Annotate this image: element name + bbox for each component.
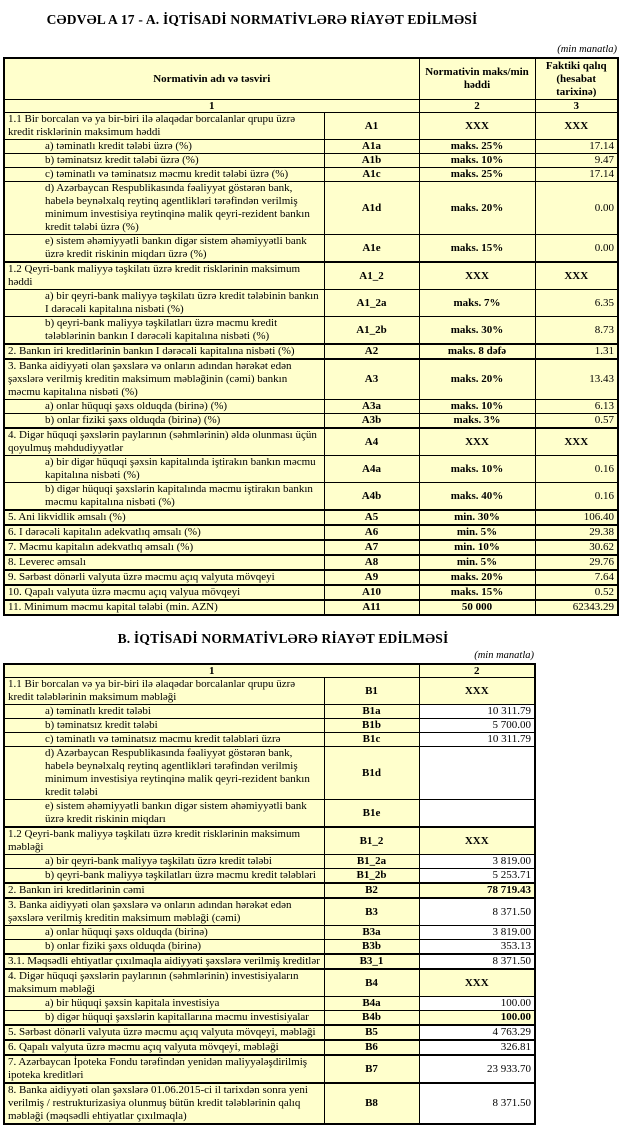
norm-name-cell: 2. Bankın iri kreditlərinin bankın I dərəcəli kapitalına nisbəti (%) <box>4 344 324 359</box>
table-row <box>4 869 535 884</box>
norm-name-cell: c) təminatlı və təminatsız məcmu kredit tələbi üzrə (%) <box>4 168 324 182</box>
norm-code-cell: A7 <box>324 540 419 555</box>
norm-actual-cell: 1.31 <box>535 344 618 359</box>
norm-actual-cell: 6.35 <box>535 290 618 317</box>
norm-limit-cell: maks. 20% <box>419 182 535 235</box>
table-row <box>4 969 535 997</box>
norm-limit-cell: min. 5% <box>419 555 535 570</box>
table-row <box>4 940 535 955</box>
norm-limit-cell: maks. 15% <box>419 235 535 263</box>
norm-code-cell: B4a <box>324 997 419 1011</box>
table-row <box>4 154 618 168</box>
document <box>0 12 620 1125</box>
table-row <box>4 600 618 615</box>
table-row <box>4 719 535 733</box>
norm-name-cell: 7. Azərbaycan İpoteka Fondu tərəfindən yenidən maliyyələşdirilmiş ipoteka kreditləri <box>4 1055 324 1083</box>
norm-limit-cell: maks. 25% <box>419 168 535 182</box>
norm-code-cell: B1e <box>324 800 419 828</box>
norm-name-cell: d) Azərbaycan Respublikasında fəaliyyət göstərən bank, habelə beynəlxalq reytinq agentlikləri tərəfindən verilmiş minimum investisiya reytinqinə malik qeyri-rezident bankın kredit tələbi üzrə (%) <box>4 182 324 235</box>
table-row <box>4 359 618 400</box>
norm-name-cell: 2. Bankın iri kreditlərinin cəmi <box>4 883 324 898</box>
norm-value-cell: 100.00 <box>419 997 535 1011</box>
norm-value-cell: 8 371.50 <box>419 954 535 969</box>
norm-name-cell: a) onlar hüquqi şəxs olduqda (birinə) <box>4 926 324 940</box>
norm-code-cell: B1c <box>324 733 419 747</box>
norm-name-cell: 7. Məcmu kapitalın adekvatlıq əmsalı (%) <box>4 540 324 555</box>
norm-value-cell <box>419 747 535 800</box>
norm-actual-cell: 7.64 <box>535 570 618 585</box>
norm-name-cell: b) təminatsız kredit tələbi <box>4 719 324 733</box>
norm-actual-cell: 0.57 <box>535 414 618 429</box>
norm-value-cell: 3 819.00 <box>419 855 535 869</box>
norm-actual-cell: 6.13 <box>535 400 618 414</box>
norm-value-cell: XXX <box>419 678 535 705</box>
norm-actual-cell: 9.47 <box>535 154 618 168</box>
norm-actual-cell: 0.00 <box>535 182 618 235</box>
norm-value-cell: 10 311.79 <box>419 705 535 719</box>
norm-code-cell: A1_2 <box>324 262 419 290</box>
table-row <box>4 747 535 800</box>
table-row <box>4 428 618 456</box>
table-row <box>4 678 535 705</box>
table-row <box>4 555 618 570</box>
norm-code-cell: B3_1 <box>324 954 419 969</box>
norm-value-cell: 10 311.79 <box>419 733 535 747</box>
norm-actual-cell: XXX <box>535 428 618 456</box>
column-number-3: 3 <box>535 100 618 113</box>
norm-code-cell: B1a <box>324 705 419 719</box>
norm-code-cell: A4b <box>324 483 419 511</box>
norm-actual-cell: 29.76 <box>535 555 618 570</box>
norm-limit-cell: maks. 7% <box>419 290 535 317</box>
norm-name-cell: a) bir qeyri-bank maliyyə təşkilatı üzrə kredit tələbi <box>4 855 324 869</box>
norm-name-cell: 6. I dərəcəli kapitalın adekvatlıq əmsalı (%) <box>4 525 324 540</box>
table-a-column-number-row <box>4 100 618 113</box>
norm-name-cell: 1.2 Qeyri-bank maliyyə təşkilatı üzrə kredit risklərinin maksimum həddi <box>4 262 324 290</box>
norm-actual-cell: 17.14 <box>535 168 618 182</box>
norm-name-cell: 5. Sərbəst dönərli valyuta üzrə məcmu açıq valyuta mövqeyi, məbləği <box>4 1025 324 1040</box>
norm-limit-cell: min. 5% <box>419 525 535 540</box>
norm-code-cell: A11 <box>324 600 419 615</box>
norm-code-cell: B2 <box>324 883 419 898</box>
norm-value-cell: XXX <box>419 827 535 855</box>
table-row <box>4 898 535 926</box>
norm-name-cell: d) Azərbaycan Respublikasında fəaliyyət göstərən bank, habelə beynəlxalq reytinq agentlikləri tərəfindən verilmiş minimum investisiya reytinqinə malik qeyri-rezident bankın kredit tələbi <box>4 747 324 800</box>
column-header-name: Normativin adı və təsviri <box>4 58 419 100</box>
norm-code-cell: A4 <box>324 428 419 456</box>
norm-name-cell: 8. Banka aidiyyəti olan şəxslərə 01.06.2015-ci il tarixdən sonra yeni verilmiş / restrukturizasiya olunmuş bütün kredit tələblərinin qalıq məbləği (məqsədli ehtiyatlar çıxılmaqla) <box>4 1083 324 1124</box>
norm-name-cell: a) bir hüquqi şəxsin kapitala investisiya <box>4 997 324 1011</box>
norm-code-cell: A3a <box>324 400 419 414</box>
norm-code-cell: B5 <box>324 1025 419 1040</box>
table-row <box>4 317 618 345</box>
norm-value-cell: 5 700.00 <box>419 719 535 733</box>
norm-name-cell: 4. Digər hüquqi şəxslərin paylarının (səhmlərinin) investisiyaların maksimum məbləği <box>4 969 324 997</box>
norm-value-cell <box>419 800 535 828</box>
norm-code-cell: B3b <box>324 940 419 955</box>
norm-name-cell: b) onlar fiziki şəxs olduqda (birinə) (%) <box>4 414 324 429</box>
table-row <box>4 140 618 154</box>
norm-actual-cell: 106.40 <box>535 510 618 525</box>
table-row <box>4 483 618 511</box>
norm-code-cell: B6 <box>324 1040 419 1055</box>
norm-limit-cell: maks. 30% <box>419 317 535 345</box>
norm-limit-cell: XXX <box>419 428 535 456</box>
table-row <box>4 414 618 429</box>
norm-value-cell: 326.81 <box>419 1040 535 1055</box>
norm-limit-cell: XXX <box>419 262 535 290</box>
norm-value-cell: 3 819.00 <box>419 926 535 940</box>
norm-name-cell: 1.1 Bir borcalan və ya bir-biri ilə əlaqədar borcalanlar qrupu üzrə kredit tələblərinin maksimum məbləği <box>4 678 324 705</box>
norm-actual-cell: 0.16 <box>535 483 618 511</box>
norm-code-cell: A1_2b <box>324 317 419 345</box>
norm-name-cell: b) onlar fiziki şəxs olduqda (birinə) <box>4 940 324 955</box>
norm-value-cell: 353.13 <box>419 940 535 955</box>
norm-code-cell: A3 <box>324 359 419 400</box>
norm-name-cell: c) təminatlı və təminatsız məcmu kredit tələbləri üzrə <box>4 733 324 747</box>
norm-limit-cell: maks. 10% <box>419 456 535 483</box>
norm-name-cell: a) bir digər hüquqi şəxsin kapitalında iştirakın bankın məcmu kapitalına nisbəti (%) <box>4 456 324 483</box>
norm-limit-cell: maks. 8 dəfə <box>419 344 535 359</box>
norm-name-cell: 4. Digər hüquqi şəxslərin paylarının (səhmlərinin) əldə olunması üçün qoyulmuş məhdudiyyətlər <box>4 428 324 456</box>
norm-code-cell: A1c <box>324 168 419 182</box>
norm-name-cell: a) təminatlı kredit tələbi üzrə (%) <box>4 140 324 154</box>
table-row <box>4 400 618 414</box>
norm-actual-cell: 29.38 <box>535 525 618 540</box>
table-row <box>4 883 535 898</box>
table-row <box>4 1011 535 1026</box>
norm-code-cell: B7 <box>324 1055 419 1083</box>
norm-value-cell: 4 763.29 <box>419 1025 535 1040</box>
norm-name-cell: b) digər hüquqi şəxslərin kapitallarına məcmu investisiyalar <box>4 1011 324 1026</box>
table-row <box>4 290 618 317</box>
unit-note-b: (min manatla) <box>474 650 534 661</box>
table-row <box>4 235 618 263</box>
table-row <box>4 510 618 525</box>
norm-code-cell: B1_2b <box>324 869 419 884</box>
norm-value-cell: 100.00 <box>419 1011 535 1026</box>
norm-name-cell: a) onlar hüquqi şəxs olduqda (birinə) (%) <box>4 400 324 414</box>
table-b <box>3 663 536 1125</box>
norm-limit-cell: maks. 3% <box>419 414 535 429</box>
norm-code-cell: A9 <box>324 570 419 585</box>
norm-code-cell: A1b <box>324 154 419 168</box>
norm-limit-cell: maks. 25% <box>419 140 535 154</box>
norm-limit-cell: maks. 20% <box>419 570 535 585</box>
norm-limit-cell: maks. 10% <box>419 154 535 168</box>
norm-value-cell: 23 933.70 <box>419 1055 535 1083</box>
table-a <box>3 57 619 616</box>
norm-actual-cell: 0.16 <box>535 456 618 483</box>
norm-name-cell: 6. Qapalı valyuta üzrə məcmu açıq valyuta mövqeyi, məbləği <box>4 1040 324 1055</box>
table-row <box>4 1025 535 1040</box>
norm-limit-cell: maks. 40% <box>419 483 535 511</box>
table-b-column-number-row <box>4 664 535 678</box>
norm-code-cell: B1b <box>324 719 419 733</box>
column-header-limit: Normativin maks/min həddi <box>419 58 535 100</box>
norm-actual-cell: 62343.29 <box>535 600 618 615</box>
norm-limit-cell: 50 000 <box>419 600 535 615</box>
norm-name-cell: 11. Minimum məcmu kapital tələbi (min. AZN) <box>4 600 324 615</box>
table-row <box>4 1083 535 1124</box>
norm-code-cell: B8 <box>324 1083 419 1124</box>
table-row <box>4 997 535 1011</box>
norm-code-cell: A5 <box>324 510 419 525</box>
norm-name-cell: 1.2 Qeyri-bank maliyyə təşkilatı üzrə kredit risklərinin maksimum məbləği <box>4 827 324 855</box>
norm-name-cell: 8. Leverec əmsalı <box>4 555 324 570</box>
norm-code-cell: B4b <box>324 1011 419 1026</box>
table-row <box>4 705 535 719</box>
table-row <box>4 182 618 235</box>
norm-actual-cell: 17.14 <box>535 140 618 154</box>
norm-actual-cell: 30.62 <box>535 540 618 555</box>
norm-name-cell: a) bir qeyri-bank maliyyə təşkilatı üzrə kredit tələbinin bankın I dərəcəli kapitalına nisbəti (%) <box>4 290 324 317</box>
table-row <box>4 570 618 585</box>
norm-value-cell: XXX <box>419 969 535 997</box>
norm-actual-cell: 0.52 <box>535 585 618 600</box>
table-row <box>4 262 618 290</box>
norm-code-cell: A6 <box>324 525 419 540</box>
norm-limit-cell: min. 30% <box>419 510 535 525</box>
norm-name-cell: b) qeyri-bank maliyyə təşkilatları üzrə məcmu kredit tələbləri <box>4 869 324 884</box>
norm-limit-cell: maks. 20% <box>419 359 535 400</box>
norm-value-cell: 5 253.71 <box>419 869 535 884</box>
norm-value-cell: 8 371.50 <box>419 898 535 926</box>
norm-name-cell: 3. Banka aidiyyəti olan şəxslərə və onların adından hərəkət edən şəxslərə verilmiş kreditin maksimum məbləği (cəmi) <box>4 898 324 926</box>
norm-code-cell: A1a <box>324 140 419 154</box>
norm-limit-cell: min. 10% <box>419 540 535 555</box>
column-number-1: 1 <box>4 664 419 678</box>
table-row <box>4 827 535 855</box>
norm-name-cell: a) təminatlı kredit tələbi <box>4 705 324 719</box>
norm-code-cell: A1_2a <box>324 290 419 317</box>
norm-code-cell: A3b <box>324 414 419 429</box>
table-row <box>4 525 618 540</box>
norm-actual-cell: 0.00 <box>535 235 618 263</box>
norm-code-cell: B1d <box>324 747 419 800</box>
norm-limit-cell: XXX <box>419 113 535 140</box>
column-header-actual: Faktiki qalıq (hesabat tarixinə) <box>535 58 618 100</box>
norm-name-cell: 9. Sərbəst dönərli valyuta üzrə məcmu açıq valyuta mövqeyi <box>4 570 324 585</box>
norm-code-cell: A1d <box>324 182 419 235</box>
norm-name-cell: b) digər hüquqi şəxslərin kapitalında məcmu iştirakın bankın məcmu kapitalına nisbəti (%) <box>4 483 324 511</box>
norm-code-cell: B4 <box>324 969 419 997</box>
norm-limit-cell: maks. 15% <box>419 585 535 600</box>
table-row <box>4 456 618 483</box>
norm-limit-cell: maks. 10% <box>419 400 535 414</box>
norm-code-cell: A2 <box>324 344 419 359</box>
norm-name-cell: b) qeyri-bank maliyyə təşkilatları üzrə məcmu kredit tələblərinin bankın I dərəcəli kapitalına nisbəti (%) <box>4 317 324 345</box>
norm-name-cell: e) sistem əhəmiyyətli bankın digər sistem əhəmiyyətli bank üzrə kredit riskinin miqdarı <box>4 800 324 828</box>
norm-name-cell: 3.1. Məqsədli ehtiyatlar çıxılmaqla aidiyyəti şəxslərə verilmiş kreditlər <box>4 954 324 969</box>
table-row <box>4 540 618 555</box>
norm-actual-cell: XXX <box>535 113 618 140</box>
table-row <box>4 855 535 869</box>
table-row <box>4 585 618 600</box>
table-row <box>4 344 618 359</box>
table-a-header-row <box>4 58 618 100</box>
table-row <box>4 168 618 182</box>
norm-code-cell: A10 <box>324 585 419 600</box>
table-row <box>4 800 535 828</box>
table-row <box>4 1040 535 1055</box>
norm-actual-cell: 13.43 <box>535 359 618 400</box>
norm-name-cell: 5. Ani likvidlik əmsalı (%) <box>4 510 324 525</box>
norm-code-cell: B1 <box>324 678 419 705</box>
unit-note-a: (min manatla) <box>557 44 617 55</box>
norm-code-cell: B3 <box>324 898 419 926</box>
norm-code-cell: B1_2 <box>324 827 419 855</box>
norm-name-cell: 10. Qapalı valyuta üzrə məcmu açıq valyua mövqeyi <box>4 585 324 600</box>
column-number-2: 2 <box>419 100 535 113</box>
table-row <box>4 113 618 140</box>
table-row <box>4 954 535 969</box>
table-b-title: B. İQTİSADİ NORMATİVLƏRƏ RİAYƏT EDİLMƏSİ <box>117 631 449 646</box>
table-a-title: CƏDVƏL A 17 - A. İQTİSADİ NORMATİVLƏRƏ RİAYƏT EDİLMƏSİ <box>46 12 478 27</box>
norm-code-cell: A8 <box>324 555 419 570</box>
table-row <box>4 926 535 940</box>
norm-name-cell: e) sistem əhəmiyyətli bankın digər sistem əhəmiyyətli bank üzrə kredit riskinin miqdarı üzrə (%) <box>4 235 324 263</box>
norm-value-cell: 78 719.43 <box>419 883 535 898</box>
column-number-2: 2 <box>419 664 535 678</box>
norm-actual-cell: 8.73 <box>535 317 618 345</box>
norm-actual-cell: XXX <box>535 262 618 290</box>
norm-name-cell: 1.1 Bir borcalan və ya bir-biri ilə əlaqədar borcalanlar qrupu üzrə kredit risklərinin maksimum həddi <box>4 113 324 140</box>
norm-code-cell: B1_2a <box>324 855 419 869</box>
norm-value-cell: 8 371.50 <box>419 1083 535 1124</box>
table-row <box>4 733 535 747</box>
norm-code-cell: B3a <box>324 926 419 940</box>
table-row <box>4 1055 535 1083</box>
norm-code-cell: A1 <box>324 113 419 140</box>
column-number-1: 1 <box>4 100 419 113</box>
norm-code-cell: A4a <box>324 456 419 483</box>
norm-name-cell: 3. Banka aidiyyəti olan şəxslərə və onların adından hərəkət edən şəxslərə verilmiş kreditin maksimum məbləğinin (cəmi) bankın məcmu kapitalına nisbəti (%) <box>4 359 324 400</box>
norm-name-cell: b) təminatsız kredit tələbi üzrə (%) <box>4 154 324 168</box>
norm-code-cell: A1e <box>324 235 419 263</box>
